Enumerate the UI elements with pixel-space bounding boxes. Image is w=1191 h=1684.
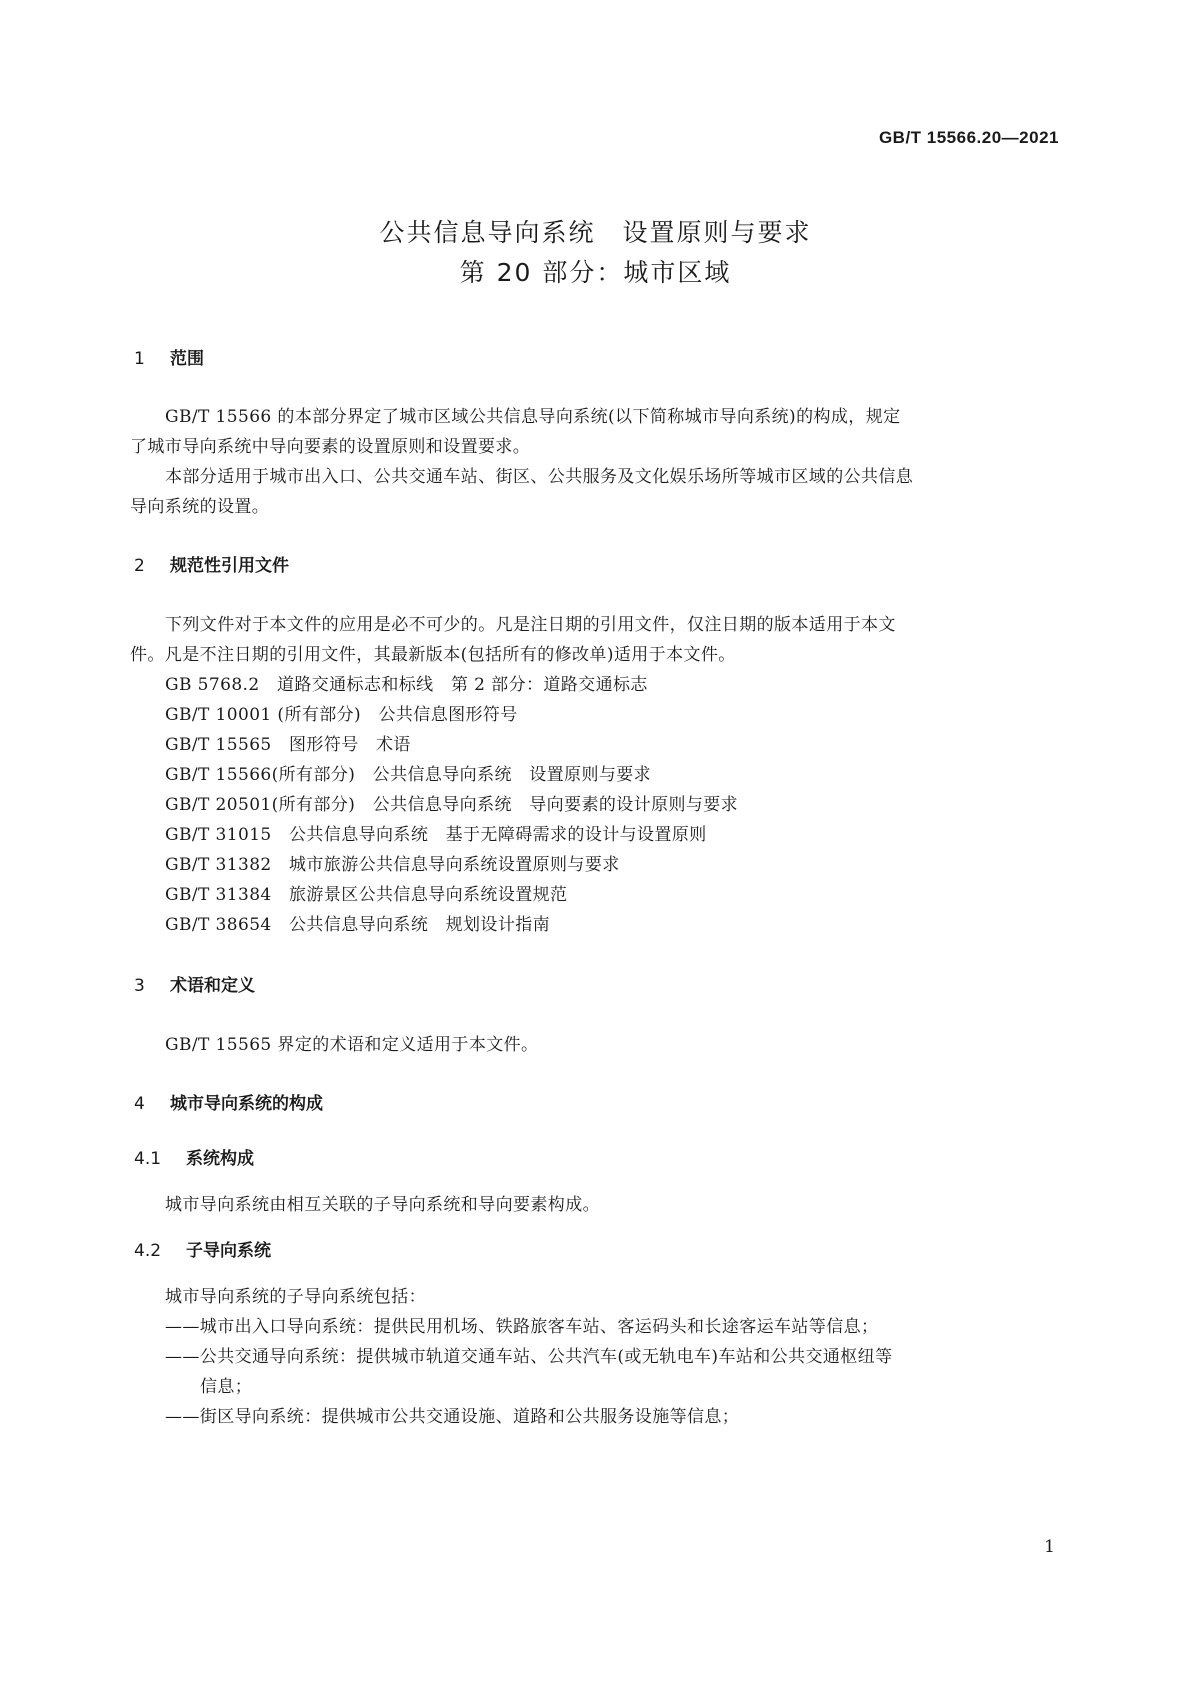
subsection-4-2-heading <box>134 1236 271 1261</box>
section-number: 2 <box>134 556 145 576</box>
list-item: ——城市出入口导向系统：提供民用机场、铁路旅客车站、客运码头和长途客运车站等信息； <box>165 1317 879 1337</box>
list-item: ——街区导向系统：提供城市公共交通设施、道路和公共服务设施等信息； <box>165 1407 740 1427</box>
section-1-heading <box>134 344 204 369</box>
reference-item: GB/T 15565 图形符号 术语 <box>165 735 411 755</box>
reference-item: GB/T 10001 (所有部分) 公共信息图形符号 <box>165 705 518 725</box>
reference-item: GB/T 20501(所有部分) 公共信息导向系统 导向要素的设计原则与要求 <box>165 795 739 815</box>
section-number: 1 <box>134 349 145 369</box>
reference-item: GB/T 31384 旅游景区公共信息导向系统设置规范 <box>165 885 568 905</box>
subsection-number: 4.2 <box>134 1241 162 1261</box>
subsection-title: 系统构成 <box>186 1149 254 1169</box>
section-3-heading <box>134 971 255 996</box>
section-title: 规范性引用文件 <box>170 556 289 576</box>
reference-item: GB 5768.2 道路交通标志和标线 第 2 部分：道路交通标志 <box>165 675 648 695</box>
subsection-number: 4.1 <box>134 1149 162 1169</box>
reference-item: GB/T 31382 城市旅游公共信息导向系统设置原则与要求 <box>165 855 620 875</box>
standard-code: GB/T 15566.20—2021 <box>878 128 1059 147</box>
paragraph-line: 了城市导向系统中导向要素的设置原则和设置要求。 <box>130 437 531 457</box>
section-title: 术语和定义 <box>170 976 255 996</box>
reference-item: GB/T 38654 公共信息导向系统 规划设计指南 <box>165 915 551 935</box>
paragraph-line: 城市导向系统的子导向系统包括： <box>165 1287 426 1307</box>
document-title-line1: 公共信息导向系统 设置原则与要求 <box>379 218 812 247</box>
section-4-heading <box>134 1089 323 1114</box>
section-title: 范围 <box>170 349 204 369</box>
paragraph-line: GB/T 15566 的本部分界定了城市区域公共信息导向系统(以下简称城市导向系统)的构成，规定 <box>165 407 901 427</box>
reference-item: GB/T 15566(所有部分) 公共信息导向系统 设置原则与要求 <box>165 765 652 785</box>
subsection-title: 子导向系统 <box>186 1241 271 1261</box>
section-title: 城市导向系统的构成 <box>170 1094 323 1114</box>
paragraph-line: 下列文件对于本文件的应用是必不可少的。凡是注日期的引用文件，仅注日期的版本适用于本文 <box>165 615 896 635</box>
subsection-4-1-heading <box>134 1144 254 1169</box>
list-item: ——公共交通导向系统：提供城市轨道交通车站、公共汽车(或无轨电车)车站和公共交通枢纽等 <box>165 1347 893 1367</box>
page-number: 1 <box>1044 1537 1055 1557</box>
section-number: 4 <box>134 1094 145 1114</box>
paragraph-line: 导向系统的设置。 <box>130 497 270 517</box>
paragraph-line: 城市导向系统由相互关联的子导向系统和导向要素构成。 <box>165 1195 600 1215</box>
list-item-continuation: 信息； <box>200 1377 253 1397</box>
paragraph-line: 件。凡是不注日期的引用文件，其最新版本(包括所有的修改单)适用于本文件。 <box>130 645 736 665</box>
document-title-line2: 第 20 部分：城市区域 <box>459 258 732 287</box>
reference-item: GB/T 31015 公共信息导向系统 基于无障碍需求的设计与设置原则 <box>165 825 707 845</box>
paragraph-line: 本部分适用于城市出入口、公共交通车站、街区、公共服务及文化娱乐场所等城市区域的公共信息 <box>165 467 914 487</box>
section-2-heading <box>134 551 289 576</box>
section-number: 3 <box>134 976 145 996</box>
paragraph-line: GB/T 15565 界定的术语和定义适用于本文件。 <box>165 1035 539 1055</box>
